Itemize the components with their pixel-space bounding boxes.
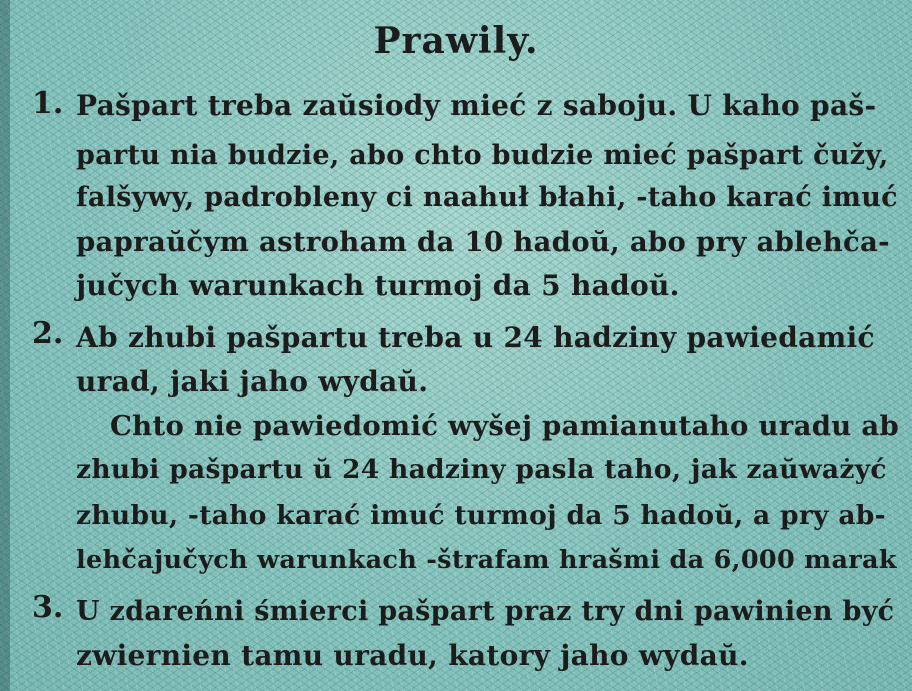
rule-number: 1. (32, 86, 64, 121)
rule-line: papraŭčym astroham da 10 hadoŭ, abo pry ablehča- (76, 226, 890, 258)
rule-number: 2. (32, 316, 64, 351)
rule-line: urad, jaki jaho wydaŭ. (76, 365, 429, 398)
rule-line: zhubu, -taho karać imuć turmoj da 5 hadoŭ, a pry ab- (76, 500, 886, 531)
rule-line: zwiernien tamu uradu, katory jaho wydaŭ. (76, 639, 749, 672)
rule-line: lehčajučych warunkach -štrafam hrašmi da 6,000 marak (76, 545, 897, 575)
rule-line: Chto nie pawiedomić wyšej pamianutaho uradu ab (110, 410, 900, 442)
rule-line: Pašpart treba zaŭsiody mieć z saboju. U kaho paš- (76, 89, 877, 122)
rule-line: falšywy, padrobleny ci naahuł błahi, -taho karać imuć (76, 182, 898, 213)
rule-line: U zdareńni śmierci pašpart praz try dni pawinien być (76, 596, 895, 627)
rule-line: jučych warunkach turmoj da 5 hadoŭ. (76, 269, 680, 302)
rule-line: Ab zhubi pašpartu treba u 24 hadziny pawiedamić (76, 321, 875, 354)
scan-edge (0, 0, 10, 691)
rule-number: 3. (32, 590, 64, 625)
page-title: Prawily. (373, 20, 539, 62)
rule-line: partu nia budzie, abo chto budzie mieć pašpart čužy, (76, 140, 889, 171)
rule-line: zhubi pašpartu ŭ 24 hadziny pasla taho, jak zaŭważyć (76, 454, 887, 485)
